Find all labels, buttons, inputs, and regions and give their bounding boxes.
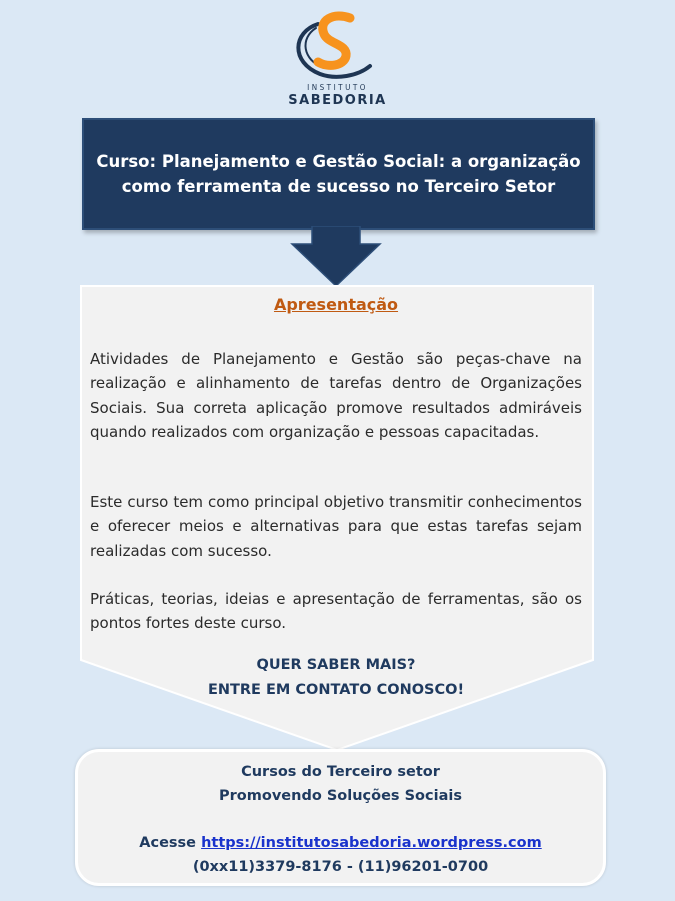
website-link[interactable]: https://institutosabedoria.wordpress.com [201, 835, 542, 851]
title-box [82, 118, 595, 230]
logo-text-main: SABEDORIA [288, 93, 387, 108]
paragraph-1: Atividades de Planejamento e Gestão são peças-chave na realização e alinhamento de tarefas dentro de Organizações Sociais. Sua correta aplicação promove resultados admiráveis quando realizados com organização e pessoas capacitadas. [90, 350, 582, 441]
down-arrow-icon [290, 226, 382, 288]
logo-s-mark-icon [288, 10, 388, 82]
cta-line-1: QUER SABER MAIS? [256, 657, 416, 673]
cta-line-2: ENTRE EM CONTATO CONOSCO! [207, 682, 465, 698]
section-title: Apresentação [273, 295, 399, 314]
call-to-action [90, 653, 582, 703]
logo [270, 10, 405, 110]
access-line [78, 835, 603, 851]
footer-tagline-1: Cursos do Terceiro setor [241, 764, 440, 780]
contact-box [75, 749, 606, 886]
footer-tagline-2: Promovendo Soluções Sociais [219, 788, 462, 804]
access-label: Acesse [139, 835, 197, 851]
paragraph-2: Este curso tem como principal objetivo transmitir conhecimentos e oferecer meios e alternativas para que estas tarefas sejam realizadas com sucesso. [90, 493, 582, 560]
paragraph-3: Práticas, teorias, ideias e apresentação de ferramentas, são os pontos fortes deste curso. [90, 590, 582, 633]
course-title: Curso: Planejamento e Gestão Social: a organização como ferramenta de sucesso no Terceiro Setor [96, 152, 581, 196]
phone-numbers: (0xx11)3379-8176 - (11)96201-0700 [192, 859, 489, 875]
logo-text-small: INSTITUTO [307, 83, 368, 92]
